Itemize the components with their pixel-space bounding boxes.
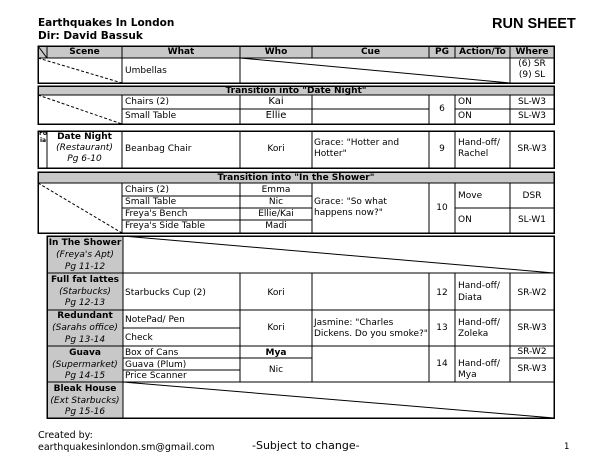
pg-12: 12 bbox=[436, 288, 448, 298]
who-emma: Emma bbox=[261, 185, 291, 195]
column-header-scene: Scene bbox=[69, 47, 100, 57]
pg-10: 10 bbox=[436, 203, 448, 213]
location-freyas-apt: (Freya's Apt) bbox=[56, 250, 114, 260]
side-note: Foia bbox=[39, 130, 47, 144]
pages-full-fat-lattes: Pg 12-13 bbox=[64, 298, 106, 308]
footer-subject-to-change: -Subject to change- bbox=[252, 439, 360, 452]
action-rachel: Rachel bbox=[458, 149, 489, 159]
what-check: Check bbox=[125, 333, 153, 343]
column-header-pg: PG bbox=[435, 47, 449, 57]
scene-redundant: Redundant bbox=[57, 311, 113, 321]
production-title: Earthquakes In London bbox=[38, 17, 175, 29]
location-starbucks: (Starbucks) bbox=[59, 287, 111, 297]
column-header-what: What bbox=[167, 47, 195, 57]
what-umbellas: Umbellas bbox=[125, 66, 167, 76]
where-notepad: SR-W3 bbox=[517, 323, 547, 333]
column-header-action: Action/To bbox=[459, 47, 506, 57]
scene-guava: Guava bbox=[69, 348, 101, 358]
what-freyas-side-table: Freya's Side Table bbox=[125, 221, 206, 231]
action-handoff-mya: Hand-off/ bbox=[458, 359, 500, 369]
action-diata: Diata bbox=[458, 293, 482, 303]
scene-date-night: Date Night bbox=[57, 132, 112, 142]
where-cup: SR-W2 bbox=[517, 288, 547, 298]
who-ellie-kai: Ellie/Kai bbox=[258, 209, 294, 219]
run-sheet-label: RUN SHEET bbox=[492, 16, 576, 32]
what-small-table: Small Table bbox=[125, 111, 177, 121]
action-mya: Mya bbox=[458, 370, 477, 380]
pages-in-the-shower: Pg 11-12 bbox=[64, 262, 106, 272]
column-header-where: Where bbox=[515, 47, 549, 57]
pg-9: 9 bbox=[439, 144, 445, 154]
what-price-scanner: Price Scanner bbox=[125, 371, 187, 381]
what-shower-table: Small Table bbox=[125, 197, 177, 207]
who-kori-beanbag: Kori bbox=[267, 144, 285, 154]
action-on-shower: ON bbox=[458, 215, 472, 225]
page-number: 1 bbox=[564, 442, 570, 452]
cue-charles-1: Jasmine: "Charles bbox=[314, 318, 394, 328]
who-mya: Mya bbox=[265, 348, 287, 358]
what-guava-plum: Guava (Plum) bbox=[125, 360, 187, 370]
pages-bleak-house: Pg 15-16 bbox=[64, 407, 106, 417]
what-chairs: Chairs (2) bbox=[125, 97, 170, 107]
pg-13: 13 bbox=[436, 323, 448, 333]
what-beanbag: Beanbag Chair bbox=[125, 144, 192, 154]
action-handoff-diata: Hand-off/ bbox=[458, 281, 500, 291]
who-kai: Kai bbox=[268, 96, 284, 107]
cue-charles-2: Dickens. Do you smoke?" bbox=[314, 329, 428, 339]
where-chairs: SL-W3 bbox=[517, 97, 547, 107]
what-freyas-bench: Freya's Bench bbox=[125, 209, 188, 219]
what-shower-chairs: Chairs (2) bbox=[125, 185, 170, 195]
where-beanbag: SR-W3 bbox=[517, 144, 547, 154]
scene-in-the-shower: In The Shower bbox=[48, 238, 122, 248]
scene-bleak-house: Bleak House bbox=[53, 384, 117, 394]
column-header-cue: Cue bbox=[360, 47, 381, 57]
pages-guava: Pg 14-15 bbox=[64, 371, 106, 381]
pg-14: 14 bbox=[436, 359, 448, 369]
action-zoleka: Zoleka bbox=[458, 329, 489, 339]
who-kori-cup: Kori bbox=[267, 288, 285, 298]
location-restaurant: (Restaurant) bbox=[56, 143, 113, 153]
location-sarahs-office: (Sarahs office) bbox=[52, 323, 118, 333]
where-table: SL-W3 bbox=[517, 111, 547, 121]
who-kori-notepad: Kori bbox=[267, 323, 285, 333]
contact-email: earthquakesinlondon.sm@gmail.com bbox=[38, 442, 215, 453]
where-sl-w1: SL-W1 bbox=[517, 215, 547, 225]
pg-6: 6 bbox=[439, 104, 445, 114]
what-starbucks-cup: Starbucks Cup (2) bbox=[125, 288, 206, 298]
action-handoff-zoleka: Hand-off/ bbox=[458, 318, 500, 328]
cue-what-happens-2: happens now?" bbox=[314, 208, 383, 218]
director-line: Dir: David Bassuk bbox=[38, 30, 143, 42]
action-on-chairs: ON bbox=[458, 97, 472, 107]
action-handoff-rachel: Hand-off/ bbox=[458, 138, 500, 148]
footer-created-by bbox=[38, 430, 215, 454]
location-ext-starbucks: (Ext Starbucks) bbox=[50, 396, 120, 406]
who-nic-guava: Nic bbox=[268, 365, 284, 375]
where-guava: SR-W3 bbox=[517, 364, 547, 374]
cue-what-happens-1: Grace: "So what bbox=[314, 197, 387, 207]
where-umbellas-sl: (9) SL bbox=[518, 70, 546, 80]
action-move: Move bbox=[458, 191, 483, 201]
transition-date-night: Transition into "Date Night" bbox=[225, 86, 367, 96]
column-header-who: Who bbox=[264, 47, 288, 57]
pages-date-night: Pg 6-10 bbox=[67, 154, 102, 164]
where-cans: SR-W2 bbox=[517, 347, 547, 357]
action-on-table: ON bbox=[458, 111, 472, 121]
what-box-of-cans: Box of Cans bbox=[125, 348, 179, 358]
who-madi: Madi bbox=[265, 221, 287, 231]
where-umbellas-sr: (6) SR bbox=[518, 59, 546, 69]
pages-redundant: Pg 13-14 bbox=[64, 335, 106, 345]
location-supermarket: (Supermarket) bbox=[52, 360, 118, 370]
transition-in-the-shower: Transition into "In the Shower" bbox=[217, 173, 375, 183]
cue-hotter-2: Hotter" bbox=[314, 149, 347, 159]
who-ellie: Ellie bbox=[265, 110, 287, 121]
where-dsr: DSR bbox=[522, 191, 542, 201]
who-nic-table: Nic bbox=[268, 197, 284, 207]
scene-full-fat-lattes: Full fat lattes bbox=[50, 275, 120, 285]
created-by-label: Created by: bbox=[38, 430, 93, 441]
cue-hotter-1: Grace: "Hotter and bbox=[314, 138, 400, 148]
what-notepad-pen: NotePad/ Pen bbox=[125, 315, 185, 325]
